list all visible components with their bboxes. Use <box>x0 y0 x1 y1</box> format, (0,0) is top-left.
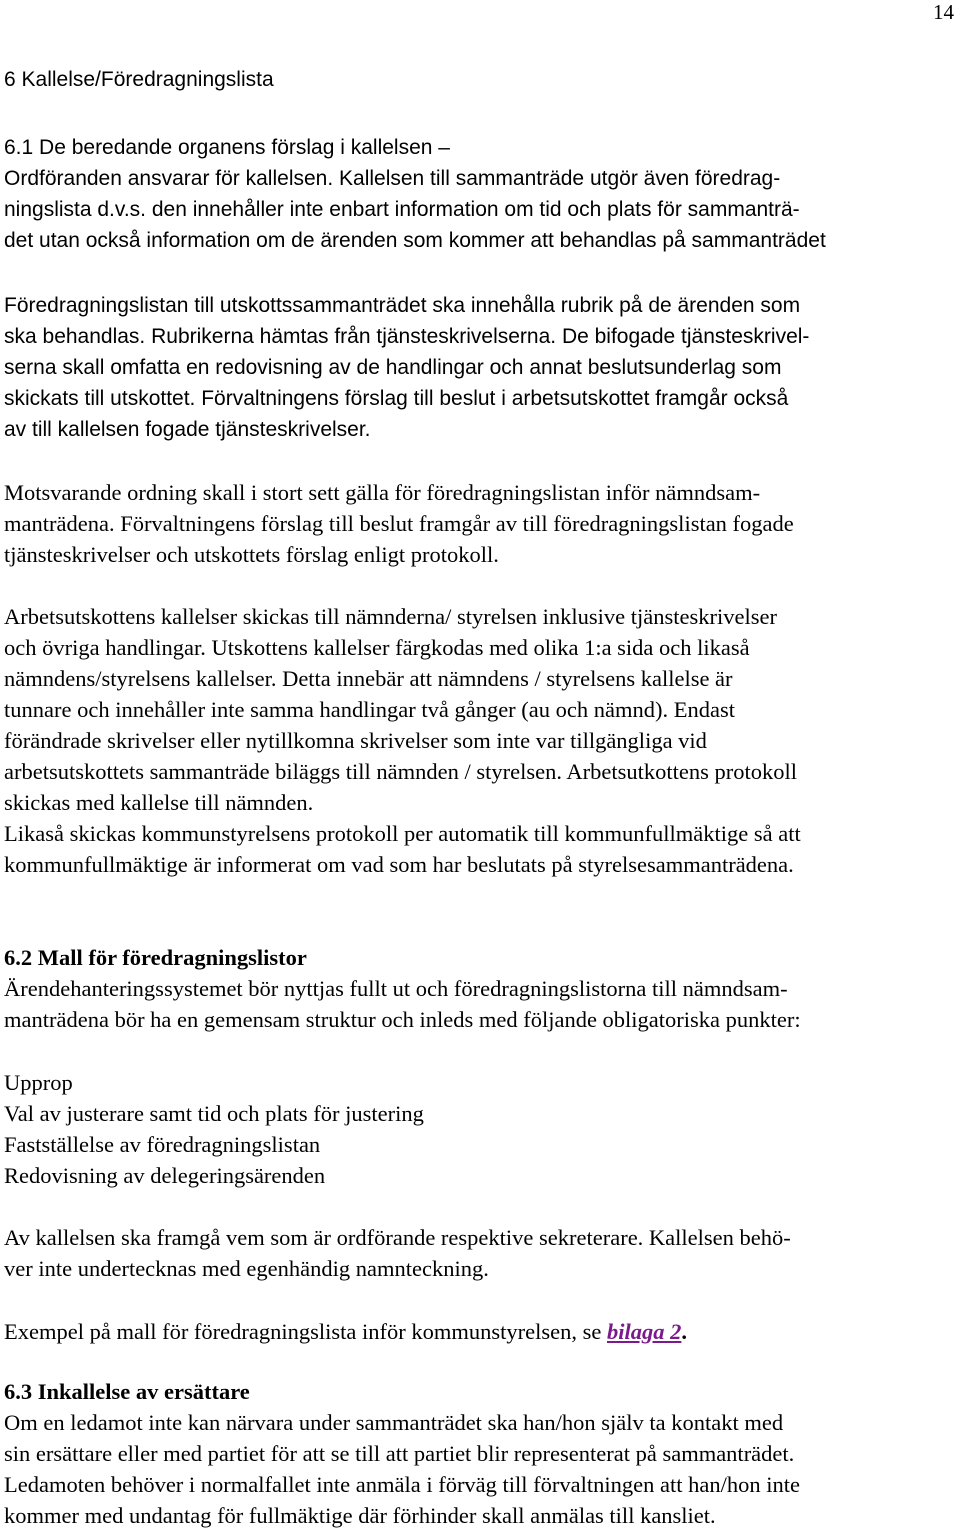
text-line: kommer med undantag för fullmäktige där förhinder skall anmälas till kansliet. <box>4 1503 716 1528</box>
text-line: Ordföranden ansvarar för kallelsen. Kallelsen till sammanträde utgör även föredrag- <box>4 167 781 190</box>
page-number: 14 <box>933 0 954 24</box>
paragraph-rubrik <box>4 290 958 445</box>
text-line: Likaså skickas kommunstyrelsens protokoll per automatik till kommunfullmäktige så att <box>4 821 801 846</box>
subsection-6-2-title: 6.2 Mall för föredragningslistor <box>4 945 307 970</box>
text-line: kommunfullmäktige är informerat om vad som har beslutats på styrelsesammanträdena. <box>4 852 794 877</box>
text-line: Föredragningslistan till utskottssammanträdet ska innehålla rubrik på de ärenden som <box>4 294 801 317</box>
list-item: Val av justerare samt tid och plats för justering <box>4 1101 424 1126</box>
text-line: arbetsutskottets sammanträde biläggs till nämnden / styrelsen. Arbetsutkottens protokoll <box>4 759 797 784</box>
paragraph-motsvarande <box>4 477 958 570</box>
paragraph-arbetsutskott <box>4 601 958 880</box>
paragraph-ordforande <box>4 1222 958 1284</box>
list-item: Redovisning av delegeringsärenden <box>4 1163 326 1188</box>
text-line: och övriga handlingar. Utskottens kallelser färgkodas med olika 1:a sida och likaså <box>4 635 750 660</box>
list-item: Fastställelse av föredragningslistan <box>4 1132 321 1157</box>
subsection-6-2 <box>4 942 958 1035</box>
text-line: nämndens/styrelsens kallelser. Detta innebär att nämndens / styrelsens kallelse är <box>4 666 733 691</box>
text-line: tjänsteskrivelser och utskottets förslag enligt protokoll. <box>4 542 499 567</box>
subsection-6-1-title: 6.1 De beredande organens förslag i kallelsen – <box>4 136 450 159</box>
subsection-6-3 <box>4 1376 958 1531</box>
text-line: serna skall omfatta en redovisning av de handlingar och annat beslutsunderlag som <box>4 356 782 379</box>
example-period: . <box>681 1319 687 1344</box>
text-line: manträdena. Förvaltningens förslag till beslut framgår av till föredragningslistan fogade <box>4 511 794 536</box>
text-line: skickas med kallelse till nämnden. <box>4 790 314 815</box>
subsection-6-1 <box>4 132 958 256</box>
text-line: ska behandlas. Rubrikerna hämtas från tjänsteskrivelserna. De bifogade tjänsteskrivel- <box>4 325 810 348</box>
text-line: sin ersättare eller med partiet för att se till att partiet blir representerat på sammanträdet. <box>4 1441 795 1466</box>
text-line: ver inte undertecknas med egenhändig namnteckning. <box>4 1256 489 1281</box>
section-heading <box>4 64 958 95</box>
text-line: Om en ledamot inte kan närvara under sammanträdet ska han/hon själv ta kontakt med <box>4 1410 784 1435</box>
section-6-title: 6 Kallelse/Föredragningslista <box>4 68 274 91</box>
text-line: Ledamoten behöver i normalfallet inte anmäla i förväg till förvaltningen att han/hon inte <box>4 1472 800 1497</box>
text-line: förändrade skrivelser eller nytillkomna skrivelser som inte var tillgängliga vid <box>4 728 707 753</box>
example-paragraph <box>4 1316 958 1347</box>
text-line: Av kallelsen ska framgå vem som är ordförande respektive sekreterare. Kallelsen behö- <box>4 1225 791 1250</box>
text-line: av till kallelsen fogade tjänsteskrivelser. <box>4 418 371 441</box>
list-item: Upprop <box>4 1070 73 1095</box>
text-line: skickats till utskottet. Förvaltningens förslag till beslut i arbetsutskottet framgår också <box>4 387 789 410</box>
text-line: ningslista d.v.s. den innehåller inte enbart information om tid och plats för sammanträ- <box>4 198 800 221</box>
text-line: Arbetsutskottens kallelser skickas till nämnderna/ styrelsen inklusive tjänsteskrivelser <box>4 604 777 629</box>
example-line <box>4 1316 958 1347</box>
text-line: det utan också information om de ärenden som kommer att behandlas på sammanträdet <box>4 229 826 252</box>
text-line: Ärendehanteringssystemet bör nyttjas fullt ut och föredragningslistorna till nämndsam- <box>4 976 788 1001</box>
bilaga-2-link[interactable]: bilaga 2 <box>606 1319 682 1344</box>
text-line: tunnare och innehåller inte samma handlingar två gånger (au och nämnd). Endast <box>4 697 735 722</box>
text-line: Motsvarande ordning skall i stort sett gälla för föredragningslistan inför nämndsam- <box>4 480 761 505</box>
text-line: manträdena bör ha en gemensam struktur och inleds med följande obligatoriska punkter: <box>4 1007 801 1032</box>
subsection-6-3-title: 6.3 Inkallelse av ersättare <box>4 1379 250 1404</box>
example-text: Exempel på mall för föredragningslista inför kommunstyrelsen, se <box>4 1319 607 1344</box>
mandatory-points-list <box>4 1067 958 1191</box>
